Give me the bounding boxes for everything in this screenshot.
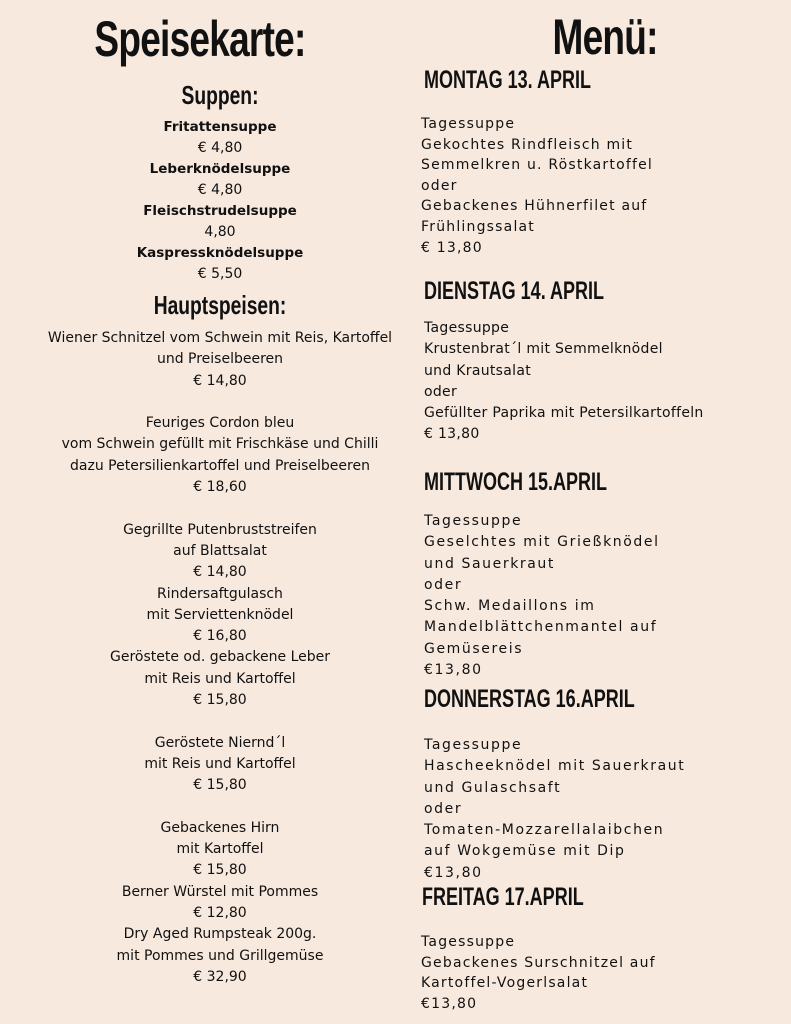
main-dish-line: € 15,80 [193,692,247,709]
main-dish-line: € 18,60 [193,479,247,496]
day-menu-text [424,318,704,446]
soup-list [0,117,440,285]
day-menu-line: Krustenbrat´l mit Semmelknödel [424,341,663,358]
main-dish-line: mit Reis und Kartoffel [144,755,296,772]
day-menu-line: Geselchtes mit Grießknödel [424,534,660,551]
main-dish-line: € 15,80 [193,777,247,794]
day-menu-text [421,114,653,258]
day-menu-line: Gekochtes Rindfleisch mit [421,136,634,153]
main-dish-line: mit Serviettenknödel [146,606,294,623]
soup-name: Fritattensuppe [163,119,277,135]
main-dish-line: und Preiselbeeren [156,351,284,368]
day-menu-line: oder [424,383,458,400]
day-menu-line: Mandelblättchenmantel auf [424,619,658,636]
day-heading: MITTWOCH 15.APRIL [424,468,608,496]
spacer [0,392,440,413]
main-dish-line: € 12,80 [193,905,247,922]
menu-title: Menü: [552,9,658,65]
soup-name: Leberknödelsuppe [149,161,291,177]
suppen-heading: Suppen: [181,80,259,110]
main-dish-line: Feuriges Cordon bleu [145,415,295,432]
day-menu-line: und Krautsalat [424,362,531,379]
main-dish-list [0,328,440,988]
main-dish-line: € 15,80 [193,862,247,879]
day-menu-line: Tomaten-Mozzarellalaibchen [424,822,665,839]
day-menu-line: Hascheeknödel mit Sauerkraut [424,758,686,775]
main-dish-line: Rindersaftgulasch [157,585,283,602]
main-dish-line: Berner Würstel mit Pommes [121,883,319,900]
spacer [0,797,440,818]
main-dish-line: Geröstete od. gebackene Leber [109,649,331,666]
day-heading: DIENSTAG 14. APRIL [424,277,605,305]
main-dish-line: € 14,80 [193,372,247,389]
day-menu-line: Tagessuppe [424,737,523,753]
main-dish-line: € 32,90 [193,968,247,985]
soup-name: Kaspressknödelsuppe [136,245,304,261]
day-menu-line: Gebackenes Surschnitzel auf [421,954,656,971]
day-menu-line: Kartoffel-Vogerlsalat [421,975,589,992]
day-menu-line: oder [424,576,463,593]
day-menu-line: € 13,80 [424,426,480,443]
day-menu-line: €13,80 [421,995,478,1012]
soup-price: € 4,80 [197,140,243,156]
main-dish-line: auf Blattsalat [173,542,267,559]
day-menu-line: Tagessuppe [424,513,523,529]
main-dish-line: Gegrillte Putenbruststreifen [123,521,317,538]
main-dish-line: mit Pommes und Grillgemüse [116,947,324,964]
day-menu-line: €13,80 [424,662,483,679]
main-dish-line: Wiener Schnitzel vom Schwein mit Reis, Kartoffel [47,330,393,346]
day-heading: FREITAG 17.APRIL [422,883,584,911]
speisekarte-title: Speisekarte: [94,11,306,67]
soup-price: 4,80 [204,224,236,240]
day-heading: DONNERSTAG 16.APRIL [424,685,635,713]
main-dish-line: mit Kartoffel [176,841,264,858]
spacer [0,498,440,519]
day-menu-line: auf Wokgemüse mit Dip [424,843,626,860]
main-dish-line: Dry Aged Rumpsteak 200g. [123,926,317,943]
day-menu-line: Tagessuppe [424,320,510,336]
day-menu-line: und Gulaschsaft [424,779,562,796]
day-menu-line: Semmelkren u. Röstkartoffel [421,157,654,174]
main-dish-line: mit Reis und Kartoffel [144,670,296,687]
main-dish-line: vom Schwein gefüllt mit Frischkäse und Chilli [61,436,379,453]
day-menu-line: Tagessuppe [421,116,516,132]
soup-name: Fleischstrudelsuppe [143,203,297,219]
main-dish-line: € 14,80 [193,564,247,581]
day-heading: MONTAG 13. APRIL [424,66,592,94]
main-dish-line: Gebackenes Hirn [160,819,280,836]
day-menu-text [421,932,656,1014]
day-menu-line: Gebackenes Hühnerfilet auf [421,198,648,215]
day-menu-line: €13,80 [424,864,483,881]
soup-price: € 5,50 [197,266,243,282]
soup-price: € 4,80 [197,182,243,198]
day-menu-line: oder [421,177,458,194]
day-menu-text [424,511,660,681]
day-menu-line: Schw. Medaillons im [424,598,596,615]
spacer [0,711,440,732]
day-menu-line: und Sauerkraut [424,555,555,572]
day-menu-line: Frühlingssalat [421,218,536,235]
main-dish-line: dazu Petersilienkartoffel und Preiselbeeren [70,457,370,474]
day-menu-line: Gemüsereis [424,640,524,657]
day-menu-line: Tagessuppe [421,934,516,950]
main-dish-line: € 16,80 [193,628,247,645]
main-dish-line: Geröstete Niernd´l [154,734,286,751]
day-menu-line: oder [424,800,463,817]
day-menu-line: Gefüllter Paprika mit Petersilkartoffeln [424,405,704,422]
day-menu-text [424,735,685,884]
day-menu-line: € 13,80 [421,239,483,256]
hauptspeisen-heading: Hauptspeisen: [153,290,287,320]
